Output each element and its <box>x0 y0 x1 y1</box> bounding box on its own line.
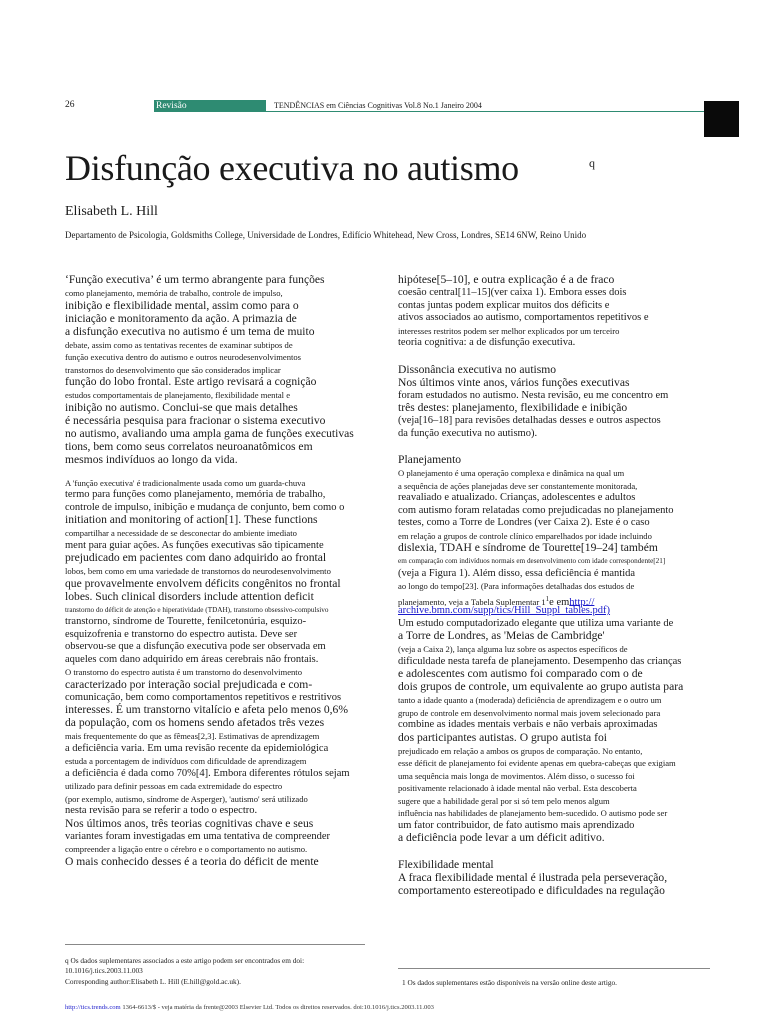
line-text: dislexia, TDAH e síndrome de Tourette[19–24] também <box>398 541 658 554</box>
line-text: em relação a grupos de controle clínico emparelhados por idade incluindo <box>398 530 652 541</box>
text-line <box>398 390 668 402</box>
text-line <box>398 467 624 479</box>
text-line <box>398 530 652 542</box>
line-text: variantes foram investigadas em uma tentativa de compreender <box>65 830 331 842</box>
text-line <box>398 300 609 312</box>
line-text: O mais conhecido desses é a teoria do déficit de mente <box>65 854 319 868</box>
supplement-superscript: 1 <box>545 594 550 603</box>
text-line <box>65 717 324 729</box>
line-text: initiation and monitoring of action[1]. These functions <box>65 513 318 526</box>
text-line <box>398 555 665 567</box>
line-text: Um estudo computadorizado elegante que utiliza uma variante de <box>398 617 674 629</box>
line-text: influência nas habilidades de planejamento bem-sucedido. O autismo pode ser <box>398 808 668 818</box>
line-text: mesmos indivíduos ao longo da vida. <box>65 452 238 466</box>
text-line <box>65 376 316 388</box>
text-line <box>65 818 313 830</box>
corner-block <box>704 101 739 137</box>
line-text: observou-se que a disfunção executiva pode ser observada em <box>65 641 326 652</box>
text-line <box>398 287 626 299</box>
footnote-line: q Os dados suplementares associados a este artigo podem ser encontrados em doi: <box>65 956 305 965</box>
line-text: caracterizado por interação social prejudicada e com- <box>65 677 313 691</box>
footnote-rule <box>65 944 365 945</box>
text-line <box>398 312 649 324</box>
text-line <box>65 704 348 716</box>
line-text: aqueles com dano adquirido em áreas cerebrais não frontais. <box>65 653 319 665</box>
text-line <box>398 402 627 414</box>
text-line <box>65 552 326 564</box>
text-line <box>65 428 354 440</box>
text-line <box>398 643 628 655</box>
footnote-right: 1 Os dados suplementares estão disponíveis na versão online deste artigo. <box>402 978 618 987</box>
text-line <box>398 770 635 782</box>
text-line <box>398 832 605 844</box>
line-text: A fraca flexibilidade mental é ilustrada pela perseveração, <box>398 871 668 884</box>
line-text: comunicação, bem como comportamentos repetitivos e restritivos <box>65 691 342 703</box>
line-text: função do lobo frontal. Este artigo revisará a cognição <box>65 375 317 388</box>
line-text: O planejamento é uma operação complexa e dinâmica na qual um <box>398 468 625 478</box>
text-line <box>65 641 326 653</box>
text-line <box>65 389 290 401</box>
text-line <box>65 780 282 792</box>
text-line <box>398 745 642 757</box>
line-text: utilizado para definir pessoas em cada extremidade do espectro <box>65 781 283 791</box>
text-line <box>65 666 302 678</box>
line-text: a deficiência pode levar a um déficit aditivo. <box>398 831 605 844</box>
line-text: da função executiva no autismo). <box>398 427 538 439</box>
line-text: interesses restritos podem ser melhor explicados por um terceiro <box>398 325 620 336</box>
line-text: transtorno do déficit de atenção e hiperatividade (TDAH), transtorno obsessivo-compulsivo <box>65 605 329 614</box>
line-text: grupo de controle em desenvolvimento normal mais jovem selecionado para <box>398 707 661 718</box>
line-text: archive.bmn.com/supp/tics/Hill_Suppl_tables.pdf) <box>398 605 611 616</box>
line-text: (veja a Figura 1). Além disso, essa deficiência é mantida <box>398 567 636 579</box>
line-text: ativos associados ao autismo, comportamentos repetitivos e <box>398 312 649 323</box>
line-text: lobos, bem como em uma variedade de transtornos do neurodesenvolvimento <box>65 566 331 576</box>
text-line <box>398 782 637 794</box>
text-line <box>398 795 610 807</box>
line-text: transtorno, síndrome de Tourette, fenilcetonúria, esquizo- <box>65 616 307 627</box>
text-line <box>65 591 314 603</box>
line-text: e adolescentes com autismo foi comparado com o de <box>398 667 643 680</box>
corresponding-author: Corresponding author:Elisabeth L. Hill (E.hill@gold.ac.uk). <box>65 977 241 986</box>
text-line <box>65 415 325 427</box>
text-line <box>65 441 313 453</box>
line-text: transtornos do desenvolvimento que são considerados implicar <box>65 364 281 375</box>
text-line <box>65 364 281 376</box>
text-line <box>398 337 575 349</box>
text-line <box>398 517 650 529</box>
line-text: dois grupos de controle, um equivalente ao grupo autista para <box>398 680 684 693</box>
line-text: comportamento estereotipado e dificuldades na regulação <box>398 884 665 897</box>
text-line <box>398 505 674 517</box>
text-line <box>65 489 325 501</box>
text-line <box>65 502 344 514</box>
line-text: Nos últimos vinte anos, vários funções executivas <box>398 375 630 389</box>
line-text: três destes: planejamento, flexibilidade e inibição <box>398 401 628 414</box>
text-line <box>65 843 307 855</box>
line-text: sugere que a habilidade geral por si só tem pelo menos algum <box>398 795 610 806</box>
page-number: 26 <box>65 100 75 110</box>
line-text: ao longo do tempo[23]. (Para informações detalhadas dos estudos de <box>398 581 635 591</box>
text-line <box>65 326 315 338</box>
line-text: dos participantes autistas. O grupo autista foi <box>398 730 607 744</box>
title-footnote-mark: q <box>589 156 595 170</box>
text-line <box>398 807 667 819</box>
line-text: coesão central[11–15](ver caixa 1). Embora esses dois <box>398 287 627 298</box>
text-line <box>398 732 607 744</box>
text-line <box>65 679 312 691</box>
line-text: teoria cognitiva: a de disfunção executiva. <box>398 337 576 348</box>
line-text: estudos comportamentais de planejamento, flexibilidade mental e <box>65 390 291 400</box>
text-line <box>398 480 637 492</box>
text-line <box>65 629 297 641</box>
text-line <box>65 351 301 363</box>
line-text: que provavelmente envolvem déficits congênitos no frontal <box>65 576 341 590</box>
line-text: testes, como a Torre de Londres (ver Caixa 2). Este é o caso <box>398 517 650 528</box>
line-text: interesses. É um transtorno vitalício e afeta pelo menos 0,6% <box>65 703 348 716</box>
line-text: tions, bem como seus correlatos neuroanatômicos em <box>65 439 313 453</box>
text-line <box>65 313 297 325</box>
line-text: termo para funções como planejamento, memória de trabalho, <box>65 489 326 500</box>
text-line <box>65 527 297 539</box>
line-text: com autismo foram relatadas como prejudicadas no planejamento <box>398 504 674 516</box>
line-text: tanto a idade quanto a (moderada) deficiência de aprendizagem e o outro um <box>398 695 662 705</box>
line-text: da população, com os homens sendo afetados três vezes <box>65 716 325 729</box>
affiliation: Departamento de Psicologia, Goldsmiths College, Universidade de Londres, Edifício Whitehead, New Cross, Londres, SE14 6NW, Reino Unido <box>65 230 587 240</box>
line-text: nesta revisão para se referir a todo o espectro. <box>65 805 258 816</box>
line-text: esse déficit de planejamento foi evidente apenas em quebra-cabeças que exigiam <box>398 758 676 768</box>
line-text: (veja a Caixa 2), lança alguma luz sobre os aspectos específicos de <box>398 644 628 654</box>
text-line <box>398 872 667 884</box>
text-line[interactable] <box>398 605 610 617</box>
line-text: O transtorno do espectro autista é um transtorno do desenvolvimento <box>65 667 302 677</box>
line-text: compreender a ligação entre o cérebro e o comportamento no autismo. <box>65 844 308 854</box>
text-line <box>398 325 619 337</box>
line-text: ment para guiar ações. As funções executivas são tipicamente <box>65 539 324 551</box>
line-text: lobes. Such clinical disorders include attention deficit <box>65 589 314 603</box>
text-line <box>398 681 683 693</box>
text-line <box>398 415 661 427</box>
article-title: Disfunção executiva no autismo <box>65 148 519 188</box>
supplement-connector: e em <box>549 596 570 608</box>
line-text: uma sequência mais longa de movimentos. Além disso, o sucesso foi <box>398 770 635 781</box>
text-line <box>65 743 328 755</box>
line-text: no autismo, avaliando uma ampla gama de funções executivas <box>65 426 354 440</box>
line-text: planejamento, veja a Tabela Suplementar 1 <box>398 596 546 607</box>
text-line <box>65 477 305 489</box>
text-line <box>65 793 308 805</box>
line-text: debate, assim como as tentativas recentes de examinar subtipos de <box>65 339 293 350</box>
line-text: em comparação com indivíduos normais em desenvolvimento com idade correspondente[21] <box>398 557 666 565</box>
text-line <box>398 694 661 706</box>
text-line <box>398 568 635 580</box>
line-text: mais frequentemente do que as fêmeas[2,3]. Estimativas de aprendizagem <box>65 731 320 741</box>
text-line <box>398 618 673 630</box>
line-text: prejudicado em pacientes com dano adquirido ao frontal <box>65 551 327 564</box>
line-text: a Torre de Londres, as 'Meias de Cambridge' <box>398 629 605 642</box>
text-line <box>398 757 676 769</box>
line-text: inibição no autismo. Conclui-se que mais detalhes <box>65 400 298 414</box>
journal-name: TENDÊNCIAS em Ciências Cognitivas Vol.8 No.1 Janeiro 2004 <box>274 101 482 110</box>
text-line <box>65 274 325 286</box>
text-line <box>398 492 635 504</box>
footer-text: 1364-6613/$ - veja matéria da frente@2003 Elsevier Ltd. Todos os direitos reservados. doi:10.1016/j.tics.2003.11.003 <box>122 1004 434 1011</box>
line-text: Nos últimos anos, três teorias cognitivas chave e seus <box>65 816 314 830</box>
line-text: como planejamento, memória de trabalho, controle de impulso, <box>65 288 283 298</box>
text-line <box>65 856 319 868</box>
header-rule <box>154 111 710 112</box>
text-line <box>398 707 660 719</box>
text-line <box>398 428 537 440</box>
line-text: esquizofrenia e transtorno do espectro autista. Deve ser <box>65 628 298 640</box>
line-text: (veja[16–18] para revisões detalhadas desses e outros aspectos <box>398 415 661 426</box>
line-text: estuda a porcentagem de indivíduos com dificuldade de aprendizagem <box>65 756 307 766</box>
line-text: a deficiência varia. Em uma revisão recente da epidemiológica <box>65 742 329 754</box>
text-line <box>398 377 630 389</box>
footnote-rule-right <box>398 968 710 969</box>
line-text: Dissonância executiva no autismo <box>398 362 557 376</box>
section-tag: Revisão <box>154 100 266 112</box>
section-heading <box>398 859 494 871</box>
text-line <box>65 540 324 552</box>
line-text: a sequência de ações planejadas deve ser constantemente monitorada, <box>398 480 638 491</box>
text-line <box>65 454 238 466</box>
line-text: iniciação e monitoramento da ação. A primazia de <box>65 311 297 325</box>
text-line <box>65 692 341 704</box>
text-line <box>65 514 318 526</box>
text-line <box>398 580 634 592</box>
text-line <box>65 578 341 590</box>
text-line <box>398 719 658 731</box>
line-text: dificuldade nesta tarefa de planejamento. Desempenho das crianças <box>398 655 682 667</box>
section-heading <box>398 364 556 376</box>
line-text: ‘Função executiva’ é um termo abrangente para funções <box>65 273 325 286</box>
footnote-line: 10.1016/j.tics.2003.11.003 <box>65 966 143 975</box>
text-line <box>65 604 328 616</box>
text-line <box>65 300 299 312</box>
line-text: (por exemplo, autismo, síndrome de Asperger), 'autismo' será utilizado <box>65 793 308 804</box>
supplement-link[interactable]: http:// <box>569 596 595 608</box>
line-text: compartilhar a necessidade de se desconectar do ambiente imediato <box>65 528 297 538</box>
line-text: prejudicado em relação a ambos os grupos de comparação. No entanto, <box>398 745 643 756</box>
text-line <box>398 630 605 642</box>
text-line <box>65 565 331 577</box>
line-text: reavaliado e atualizado. Crianças, adolescentes e adultos <box>398 492 636 503</box>
line-text: controle de impulso, inibição e mudança de conjunto, bem como o <box>65 501 345 513</box>
section-heading <box>398 454 461 466</box>
line-text: positivamente relacionado à idade mental não verbal. Esta descoberta <box>398 783 637 793</box>
text-line <box>398 885 665 897</box>
line-text: a deficiência é dada como 70%[4]. Embora diferentes rótulos sejam <box>65 767 350 779</box>
line-text: Flexibilidade mental <box>398 858 494 871</box>
page-footer <box>65 1004 434 1011</box>
text-line <box>398 542 658 554</box>
line-text: a disfunção executiva no autismo é um tema de muito <box>65 324 315 338</box>
text-line <box>65 654 318 666</box>
text-line <box>65 805 257 817</box>
line-text: hipótese[5–10], e outra explicação é a de fraco <box>398 273 615 286</box>
line-text: é necessária pesquisa para fracionar o sistema executivo <box>65 413 326 427</box>
line-text: A 'função executiva' é tradicionalmente usada como um guarda-chuva <box>65 477 306 488</box>
text-line <box>65 287 283 299</box>
text-line <box>65 755 307 767</box>
author-name: Elisabeth L. Hill <box>65 204 158 219</box>
line-text: inibição e flexibilidade mental, assim como para o <box>65 298 299 312</box>
text-line <box>398 668 643 680</box>
text-line <box>65 831 330 843</box>
text-line <box>65 339 293 351</box>
line-text: combine as idades mentais verbais e não verbais aproximadas <box>398 719 658 730</box>
text-line <box>398 820 634 832</box>
footer-link[interactable]: http://tics.trends.com <box>65 1004 121 1011</box>
text-line <box>398 274 614 286</box>
line-text: contas juntas podem explicar muitos dos déficits e <box>398 299 610 311</box>
text-line <box>65 402 298 414</box>
line-text: foram estudados no autismo. Nesta revisão, eu me concentro em <box>398 389 669 401</box>
line-text: um fator contribuidor, de fato autismo mais aprendizado <box>398 819 635 831</box>
line-text: Planejamento <box>398 453 462 466</box>
text-line <box>65 730 319 742</box>
text-line <box>65 616 306 628</box>
text-line <box>398 656 681 668</box>
line-text: função executiva dentro do autismo e outros neurodesenvolvimentos <box>65 352 302 362</box>
text-line <box>65 768 350 780</box>
